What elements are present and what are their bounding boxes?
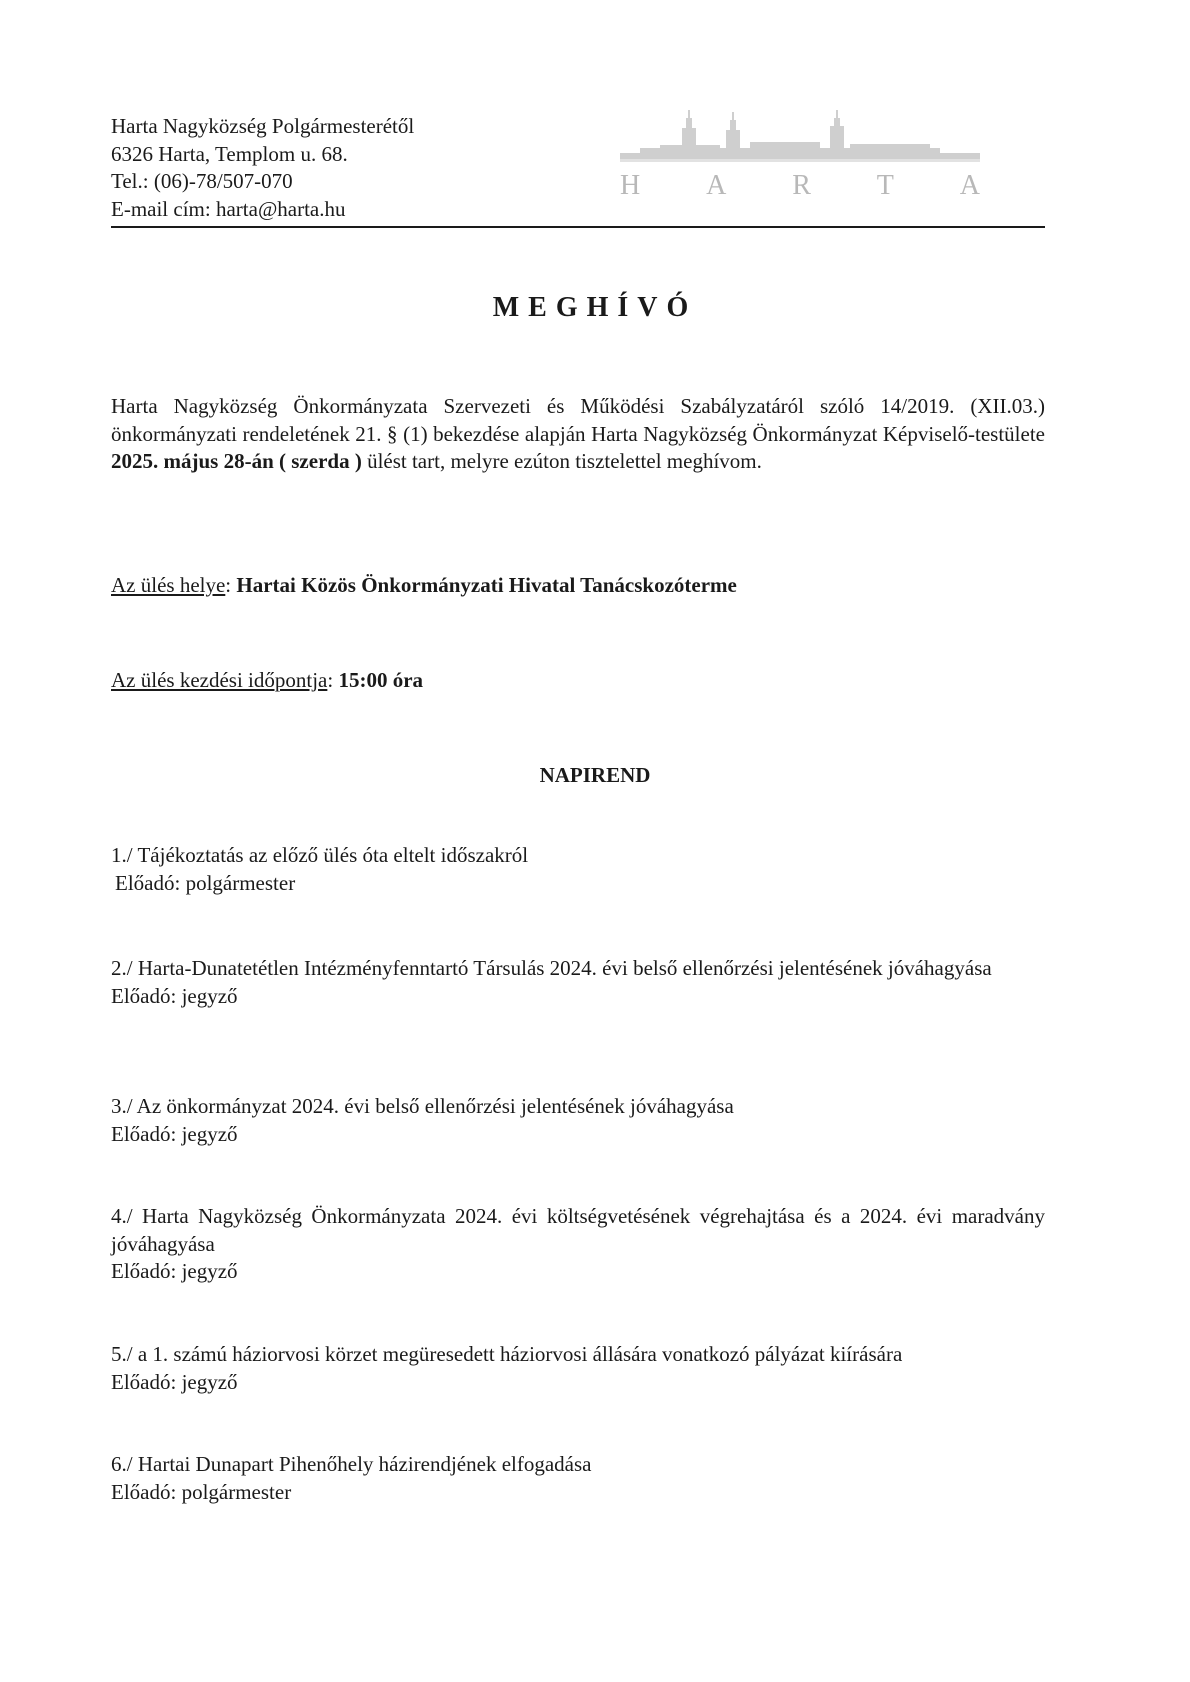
start-time-line: Az ülés kezdési időpontja: 15:00 óra: [111, 668, 424, 692]
sender-phone: Tel.: (06)-78/507-070: [111, 169, 293, 193]
agenda-item: [111, 1093, 1045, 1148]
sender-email: E-mail cím: harta@harta.hu: [111, 196, 346, 221]
venue-label: Az ülés helye: [111, 573, 226, 597]
agenda-item-presenter: Előadó: jegyző: [111, 1121, 238, 1146]
agenda-item: [111, 1451, 1045, 1506]
agenda-item-text: 2./ Harta-Dunatetétlen Intézményfenntartó Társulás 2024. évi belső ellenőrzési jelentésének jóváhagyása: [111, 956, 992, 980]
meeting-date: 2025. május 28-án ( szerda ): [111, 449, 362, 473]
agenda-title: NAPIREND: [539, 763, 651, 787]
agenda-item-presenter: Előadó: polgármester: [115, 870, 296, 895]
logo-letter: R: [792, 170, 811, 201]
agenda-item-presenter: Előadó: jegyző: [111, 1259, 238, 1283]
agenda-item: [111, 1341, 1045, 1396]
header-divider: [111, 226, 1045, 228]
agenda-item: [111, 842, 1045, 897]
logo-letter: A: [959, 170, 980, 201]
intro-text: Harta Nagyközség Önkormányzata Szervezeti és Működési Szabályzatáról szóló 14/2019. (XII.03.) önkormányzati rendeletének 21. § (1) bekezdése alapján Harta Nagyközség Önkormányzat Képviselő-testülete: [111, 394, 1045, 446]
venue-value: Hartai Közös Önkormányzati Hivatal Tanácskozóterme: [236, 573, 737, 597]
agenda-item-text: 3./ Az önkormányzat 2024. évi belső ellenőrzési jelentésének jóváhagyása: [111, 1094, 734, 1118]
logo-letter: A: [706, 170, 727, 201]
agenda-item-text: 4./ Harta Nagyközség Önkormányzata 2024. évi költségvetésének végrehajtása és a 2024. évi maradvány jóváhagyása: [111, 1204, 1045, 1256]
logo-letter: H: [620, 170, 641, 201]
agenda-item: [111, 955, 1045, 1010]
start-time-label: Az ülés kezdési időpontja: [111, 668, 328, 692]
agenda-item-text: 6./ Hartai Dunapart Pihenőhely házirendjének elfogadása: [111, 1452, 592, 1476]
agenda-item-text: 5./ a 1. számú háziorvosi körzet megüresedett háziorvosi állására vonatkozó pályázat kiírására: [111, 1342, 903, 1366]
page-title: MEGHÍVÓ: [492, 292, 698, 323]
venue-line: Az ülés helye: Hartai Közös Önkormányzati Hivatal Tanácskozóterme: [111, 573, 737, 597]
harta-logo: [620, 108, 980, 200]
intro-paragraph: [111, 393, 1045, 476]
agenda-item-text: 1./ Tájékoztatás az előző ülés óta eltelt időszakról: [111, 843, 529, 867]
sender-address: 6326 Harta, Templom u. 68.: [111, 141, 348, 166]
logo-letters: [620, 170, 980, 202]
sender-block: [111, 113, 414, 223]
sender-name: Harta Nagyközség Polgármesterétől: [111, 114, 415, 138]
agenda-item-presenter: Előadó: jegyző: [111, 983, 238, 1008]
logo-letter: T: [876, 170, 894, 201]
town-skyline-icon: [620, 108, 980, 168]
agenda-item: [111, 1203, 1045, 1286]
intro-text-end: ülést tart, melyre ezúton tisztelettel meghívom.: [361, 449, 762, 473]
agenda-item-presenter: Előadó: jegyző: [111, 1369, 238, 1394]
agenda-item-presenter: Előadó: polgármester: [111, 1479, 292, 1504]
start-time-value: 15:00 óra: [338, 668, 424, 692]
